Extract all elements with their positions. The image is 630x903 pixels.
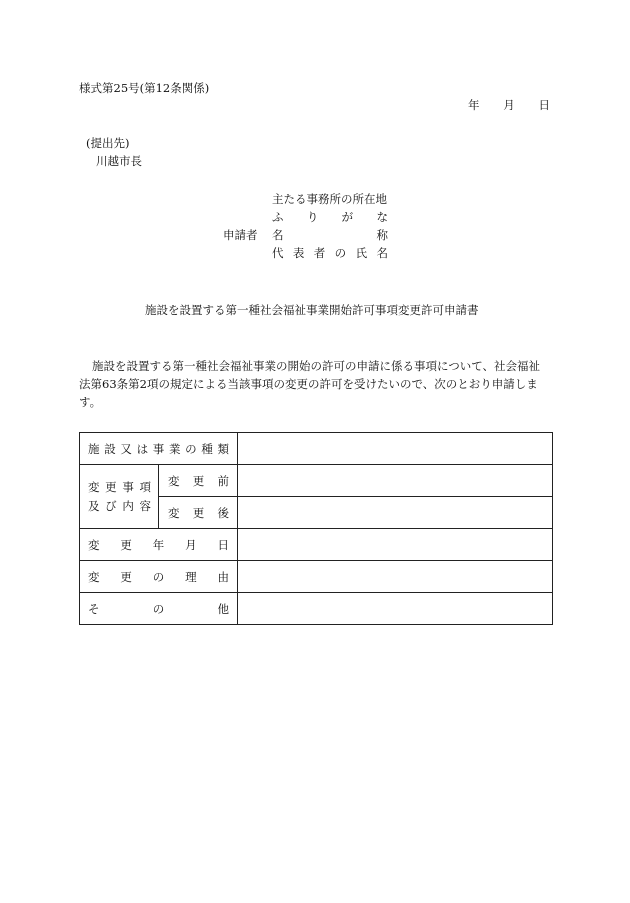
date-year-label: 年 [468,98,480,112]
date-line [468,100,550,112]
body-text-line-1: 施設を設置する第一種社会福祉事業の開始の許可の申請に係る事項について、社会福祉 [92,359,541,373]
change-date-label: 変 更 年 月 日 [80,529,238,561]
table-row [80,465,553,497]
date-day-label: 日 [538,98,550,112]
table-row [80,593,553,625]
recipient-name: 川越市長 [96,154,142,168]
applicant-name-label: 名 称 [272,228,388,242]
table-row [80,561,553,593]
change-date-field[interactable] [238,529,553,561]
applicant-furigana-label [272,212,388,224]
after-change-label: 変 更 後 [159,497,238,529]
facility-type-field[interactable] [238,433,553,465]
change-details-table [79,432,553,625]
other-field[interactable] [238,593,553,625]
table-row [80,433,553,465]
body-text-line-2: 法第63条第2項の規定による当該事項の変更の許可を受けたいので、次のとおり申請しま [79,377,538,391]
applicant-role-label: 申請者 [223,228,258,242]
before-change-field[interactable] [238,465,553,497]
facility-type-label: 施 設 又 は 事 業 の 種 類 [80,433,238,465]
change-reason-field[interactable] [238,561,553,593]
applicant-address-label: 主たる事務所の所在地 [272,192,387,206]
furigana-chars: ふ り が な [272,210,388,224]
recipient-label: (提出先) [86,136,130,150]
before-change-label: 変 更 前 [159,465,238,497]
change-items-label: 変 更 事 項 及 び 内 容 [80,465,159,529]
document-title: 施設を設置する第一種社会福祉事業開始許可事項変更許可申請書 [145,303,479,317]
body-text-line-3: す。 [79,395,102,409]
change-reason-label: 変 更 の 理 由 [80,561,238,593]
date-month-label: 月 [503,98,515,112]
applicant-representative-label: 代 表 者 の 氏 名 [272,246,388,260]
form-number: 様式第25号(第12条関係) [79,81,210,95]
after-change-field[interactable] [238,497,553,529]
table-row [80,529,553,561]
other-label: そ の 他 [80,593,238,625]
